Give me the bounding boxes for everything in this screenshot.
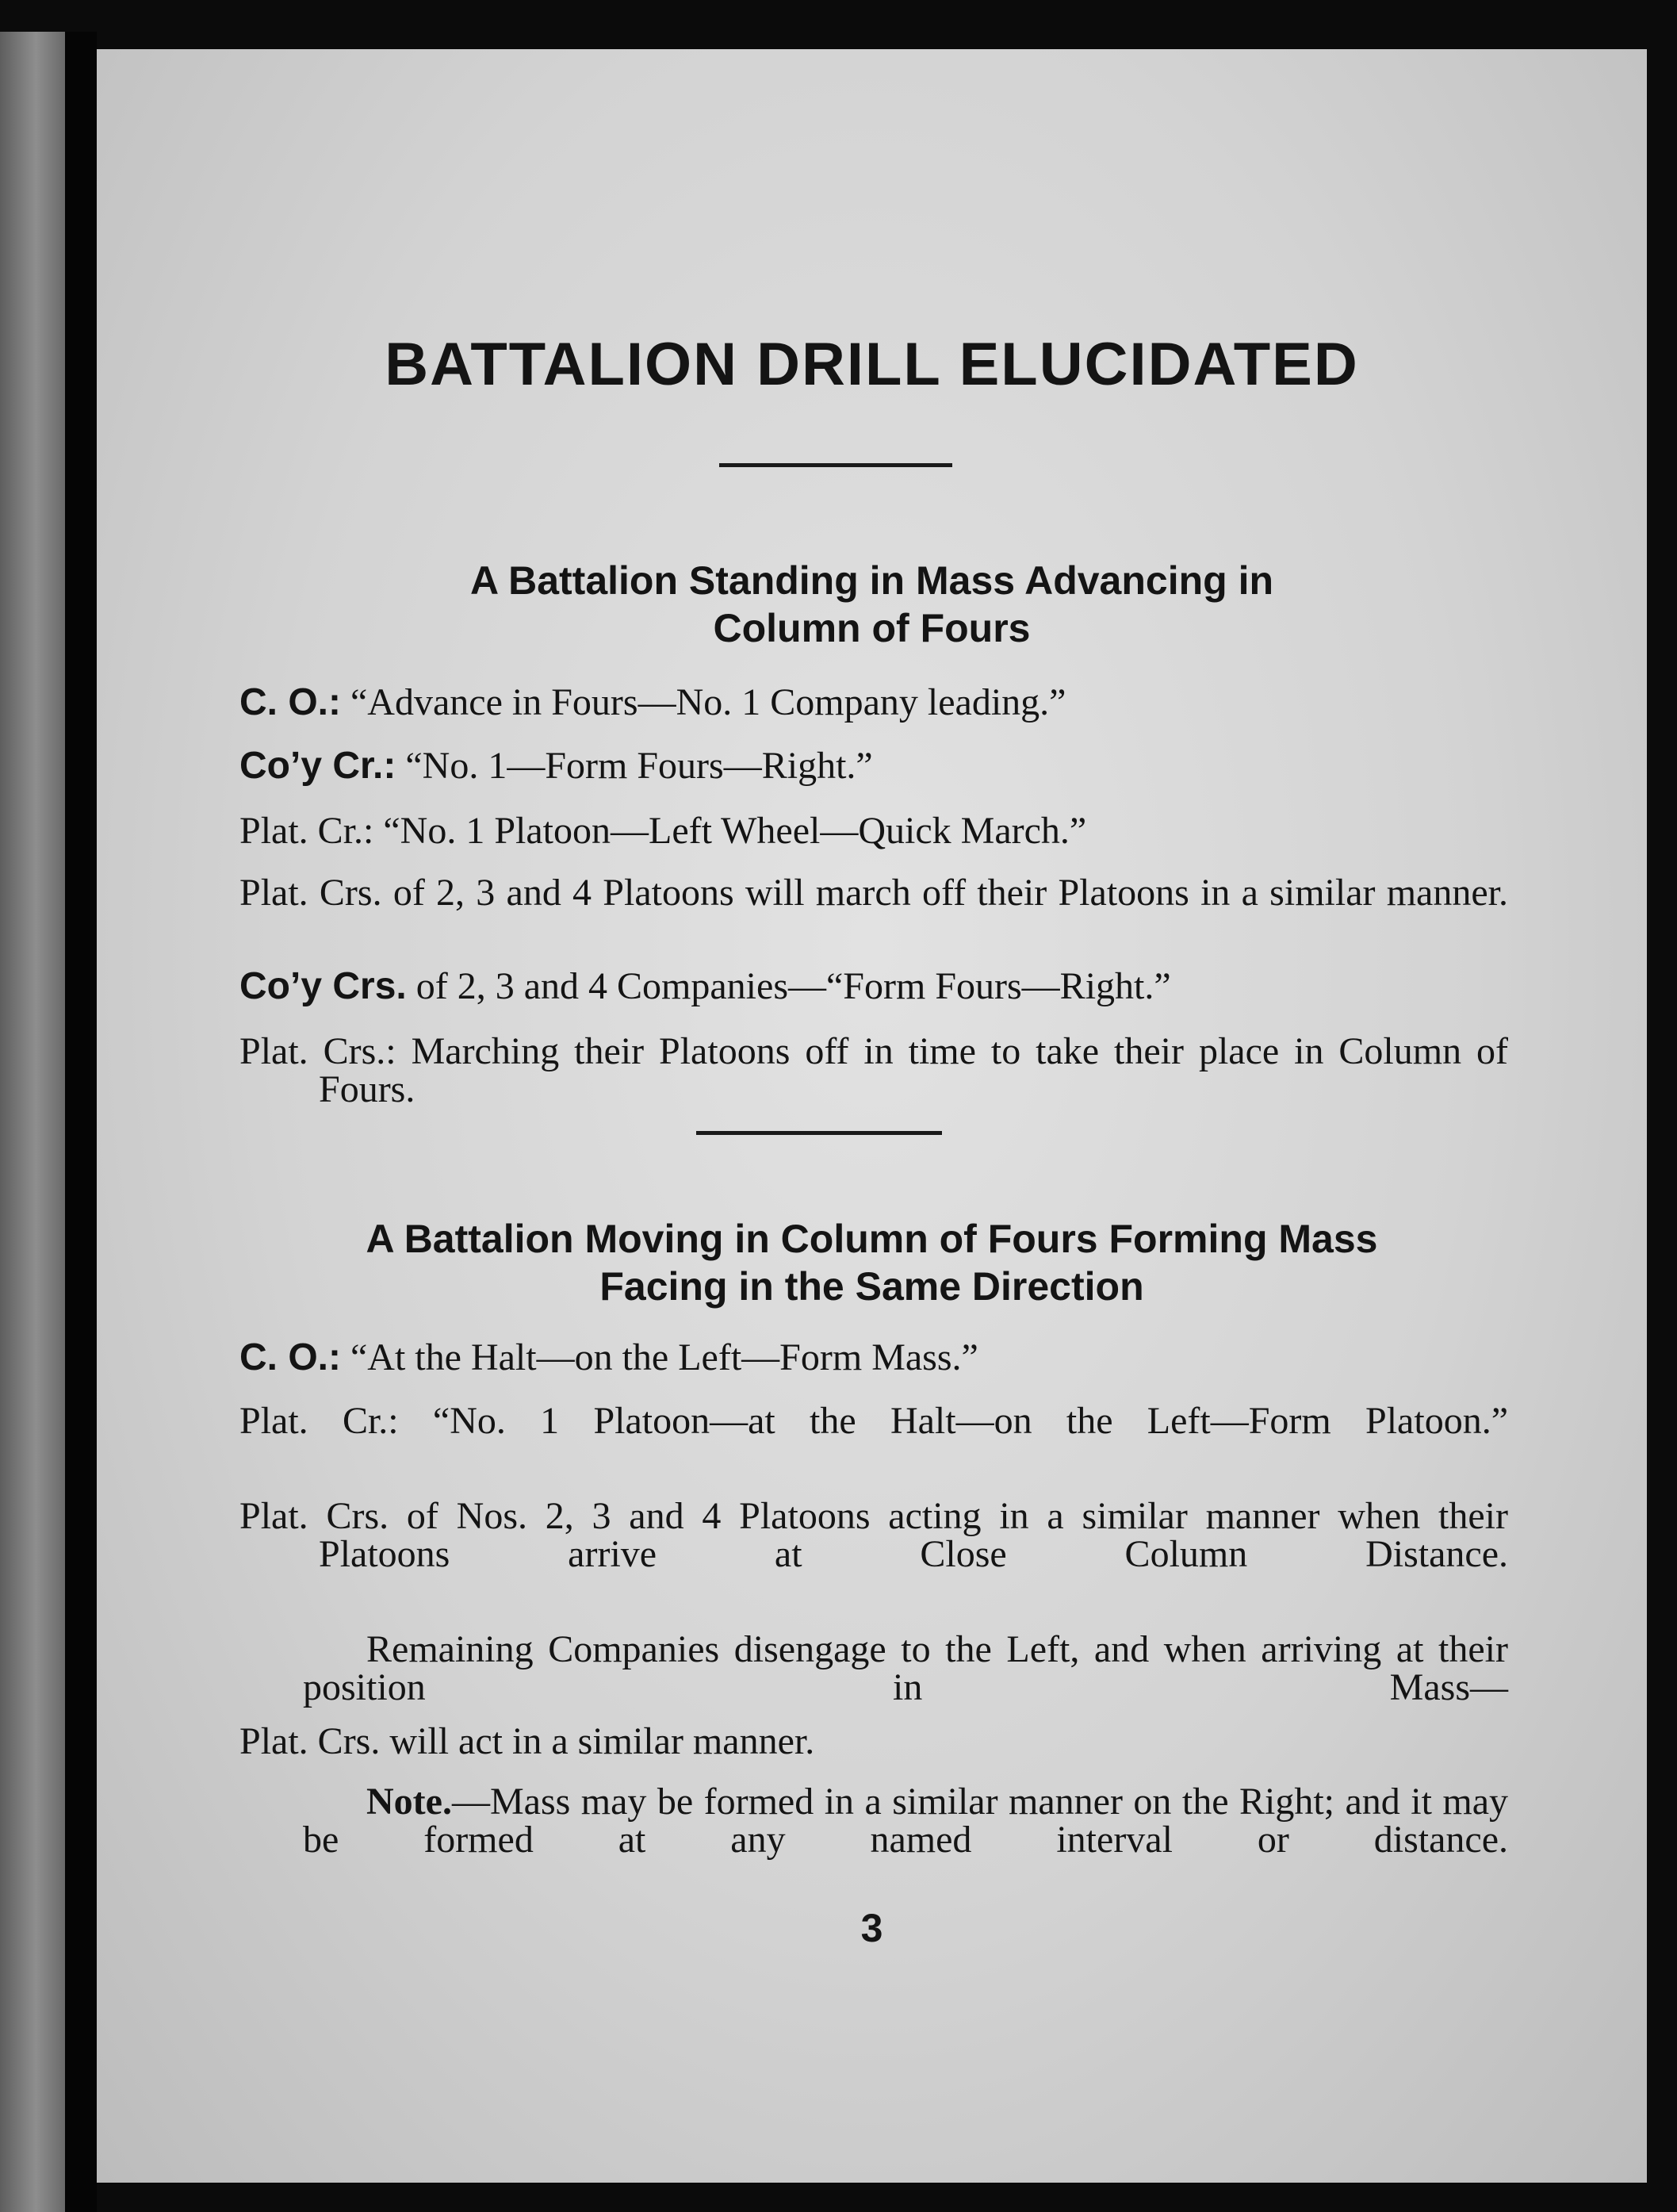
command-text: “No. 1 Platoon—at the Halt—on the Left—Form Platoon.” <box>398 1400 1509 1442</box>
command-text: “No. 1 Platoon—Left Wheel—Quick March.” <box>373 810 1087 852</box>
adjacent-page-edge <box>0 32 65 2212</box>
command-text: “At the Halt—on the Left—Form Mass.” <box>341 1336 978 1378</box>
book-gutter <box>65 32 97 2212</box>
note-text: —Mass may be formed in a similar manner on the Right; and it may be formed at any named interval or distance. <box>303 1781 1508 1861</box>
section-1-paragraph-4 <box>239 874 1508 912</box>
title-divider <box>719 463 952 467</box>
section-divider <box>696 1131 942 1135</box>
speaker-label: Co’y Crs. <box>239 965 407 1007</box>
section-1-heading-line-2: Column of Fours <box>713 606 1031 650</box>
section-2-heading <box>97 1215 1647 1310</box>
section-2-paragraph-1 <box>239 1336 1508 1378</box>
section-1-heading-line-1: A Battalion Standing in Mass Advancing in <box>469 558 1274 603</box>
section-2-paragraph-2 <box>239 1402 1508 1440</box>
speaker-label: Plat. Crs. <box>239 1720 381 1762</box>
section-1-paragraph-2 <box>239 747 1508 785</box>
speaker-label: Plat. Crs. <box>239 872 382 914</box>
instruction-text: of 2, 3 and 4 Platoons will march off their Platoons in a similar manner. <box>381 872 1508 914</box>
speaker-label: Plat. Cr.: <box>239 1400 399 1442</box>
section-2-paragraph-4 <box>303 1628 1508 1708</box>
section-1-paragraph-1 <box>239 681 1508 723</box>
note-label: Note. <box>366 1781 452 1823</box>
section-1-paragraph-5 <box>239 965 1508 1007</box>
instruction-text: Remaining Companies disengage to the Left, and when arriving at their position in Mass— <box>303 1628 1508 1708</box>
section-2-paragraph-3 <box>239 1497 1508 1574</box>
command-text: “Advance in Fours—No. 1 Company leading.” <box>341 681 1066 723</box>
document-page <box>97 49 1647 2183</box>
instruction-text: Marching their Platoons off in time to take their place in Column of Fours. <box>319 1030 1509 1110</box>
section-2-heading-line-1: A Battalion Moving in Column of Fours Forming Mass <box>366 1217 1378 1261</box>
section-1-heading <box>97 557 1647 652</box>
speaker-label: C. O.: <box>239 681 341 723</box>
speaker-label: Co’y Cr.: <box>239 745 396 787</box>
page-title: BATTALION DRILL ELUCIDATED <box>385 331 1359 398</box>
speaker-label: Plat. Crs. <box>239 1495 389 1537</box>
section-2-paragraph-5 <box>239 1720 1508 1762</box>
instruction-text: will act in a similar manner. <box>380 1720 815 1762</box>
command-text: “No. 1—Form Fours—Right.” <box>396 745 873 787</box>
section-1-paragraph-3 <box>239 812 1508 850</box>
speaker-label: Plat. Crs.: <box>239 1030 396 1072</box>
speaker-label: Plat. Cr.: <box>239 810 374 852</box>
speaker-label: C. O.: <box>239 1336 341 1378</box>
section-1-paragraph-6 <box>239 1030 1509 1110</box>
command-text: of 2, 3 and 4 Companies—“Form Fours—Right.” <box>406 965 1171 1007</box>
section-2-heading-line-2: Facing in the Same Direction <box>599 1264 1144 1309</box>
instruction-text: of Nos. 2, 3 and 4 Platoons acting in a similar manner when their Platoons arrive at Close Column Distance. <box>319 1495 1508 1575</box>
section-2-note <box>303 1783 1508 1859</box>
page-number: 3 <box>860 1906 883 1950</box>
